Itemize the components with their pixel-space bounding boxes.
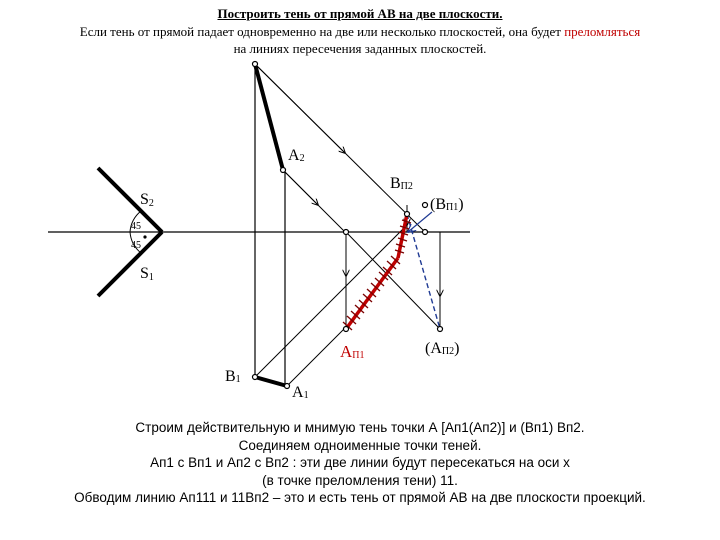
point-b2 [253,62,258,67]
label-angle-top: 45 [131,221,141,232]
explanation-line-5: Обводим линию Ап111 и 11Вп2 – это и есть тень от прямой АВ на две плоскости проекций. [74,490,646,505]
label-b1: В1 [225,368,241,385]
intro-part1: Если тень от прямой падает одновременно на две или несколько плоскостей, она будет [79,24,565,39]
label-bp1: (ВП1) [430,196,464,213]
point-ap1 [344,327,349,332]
explanation-line-2: Соединяем одноименные точки теней. [238,437,482,453]
explanation-line-1: Строим действительную и мнимую тень точки А [Ап1(Ап2)] и (Вп1) Вп2. [135,420,585,435]
label-angle-bottom: 45 [131,240,141,251]
label-a2: А2 [288,147,305,164]
point-bp1 [423,203,428,208]
s1-direction-arrow [98,232,162,296]
point-axis-b [423,230,428,235]
line-a2b2 [255,64,283,170]
point-a1 [285,384,290,389]
point-bp2 [405,212,410,217]
ray-a2-arrow [283,170,318,205]
points [253,62,443,389]
point-a2 [281,168,286,173]
ray-imag-a [346,232,440,329]
ray-a1 [287,329,344,386]
point-a-on-axis [344,230,349,235]
explanation-text [0,419,720,507]
explanation-line-4: (в точке преломления тени) 11. [262,472,458,488]
ray-b1 [255,225,407,377]
point-b1 [253,375,258,380]
imaginary-shadow-arrow [408,212,432,232]
label-a1: А1 [292,384,309,401]
label-ap2: (АП2) [425,340,460,357]
explanation-line-3: Ап1 с Вп1 и Ап2 с Вп2 : эти две линии будут пересекаться на оси х [150,455,570,470]
point-ap2 [438,327,443,332]
line-b1a1 [255,377,287,386]
label-s2: S2 [140,191,154,209]
intro-highlight: преломляться [564,24,641,39]
intro-part2: на линиях пересечения заданных плоскостей. [233,41,487,56]
label-s1: S1 [140,265,154,283]
label-bp2: ВП2 [390,175,413,192]
label-ap1: АП1 [340,342,365,361]
angle-point [143,235,146,238]
page-title: Построить тень от прямой АВ на две плоскости. [217,6,503,21]
